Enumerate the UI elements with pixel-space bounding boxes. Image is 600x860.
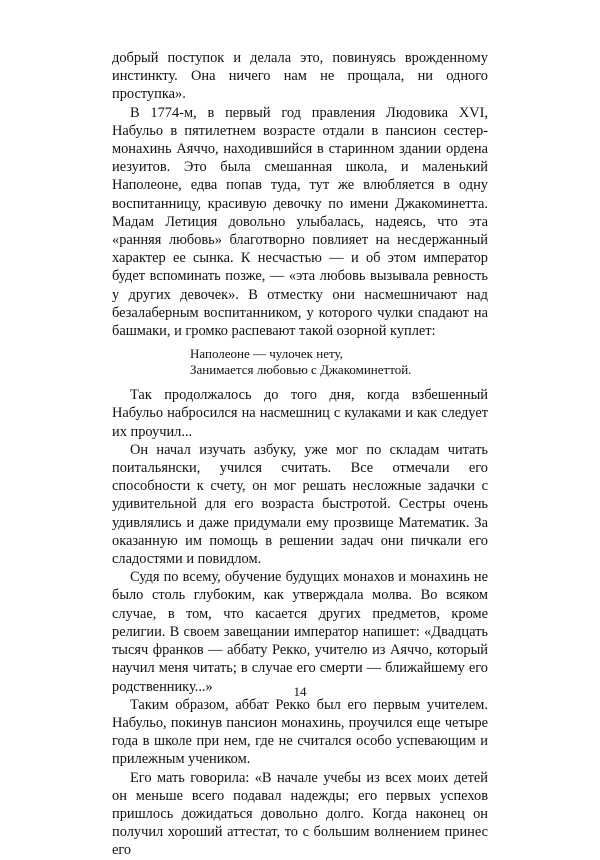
paragraph: В 1774-м, в первый год правления Людовика XVI, Набульо в пятилетнем возрасте отдали в пансион сестер-монахинь Аяччо, находившийся в старинном здании ордена иезуитов. Это была смешанная школа, и маленький Наполеоне, едва попав туда, тут же влюбляется в одну воспитанницу, красивую девочку по имени Джакоминетта. Мадам Летиция довольно улыбалась, надеясь, что эта «ранняя любовь» благотворно повлияет на несдержанный характер ее сынка. К несчастью — и об этом император будет вспоминать позже, — «эта любовь вызывала ревность у других девочек». В отместку они насмешничают над безалаберным воспитанником, у которого чулки спадают на башмаки, и громко распевают такой озорной куплет:: [112, 104, 488, 340]
paragraph: Судя по всему, обучение будущих монахов и монахинь не было столь глубоким, как утверждала молва. Во всяком случае, в том, что касается других предметов, кроме религии. В своем завещании император напишет: «Двадцать тысяч франков — аббату Рекко, учителю из Аяччо, который научил меня читать; в случае его смерти — ближайшему его родственнику...»: [112, 569, 488, 695]
paragraph-continuation: добрый поступок и делала это, повинуясь врожденному инстинкту. Она ничего нам не прощала, ни одного проступка».: [112, 50, 488, 103]
verse-quote: [190, 346, 488, 378]
verse-line: Занимается любовью с Джакоминеттой.: [190, 362, 412, 378]
page-text: [112, 49, 488, 860]
page-number: 14: [293, 684, 307, 699]
paragraph: Его мать говорила: «В начале учебы из всех моих детей он меньше всего подавал надежды; его первых успехов пришлось дожидаться довольно долго. Когда наконец он получил хороший аттестат, то с большим волнением принес его: [112, 769, 488, 859]
paragraph: Он начал изучать азбуку, уже мог по складам читать поитальянски, учился считать. Все отмечали его способности к счету, он мог решать несложные задачки с удивительной для его возраста быстротой. Сестры очень удивлялись и даже придумали ему прозвище Математик. За оказанную им помощь в решении задач они пичкали его сладостями и повидлом.: [112, 441, 488, 568]
paragraph: Так продолжалось до того дня, когда взбешенный Набульо набросился на насмешниц с кулаками и как следует их проучил...: [112, 387, 488, 440]
paragraph: Таким образом, аббат Рекко был его первым учителем. Набульо, покинув пансион монахинь, проучился еще четыре года в школе при нем, где не считался особо успевающим и прилежным учеником.: [112, 696, 488, 768]
verse-line: Наполеоне — чулочек нету,: [190, 346, 343, 362]
